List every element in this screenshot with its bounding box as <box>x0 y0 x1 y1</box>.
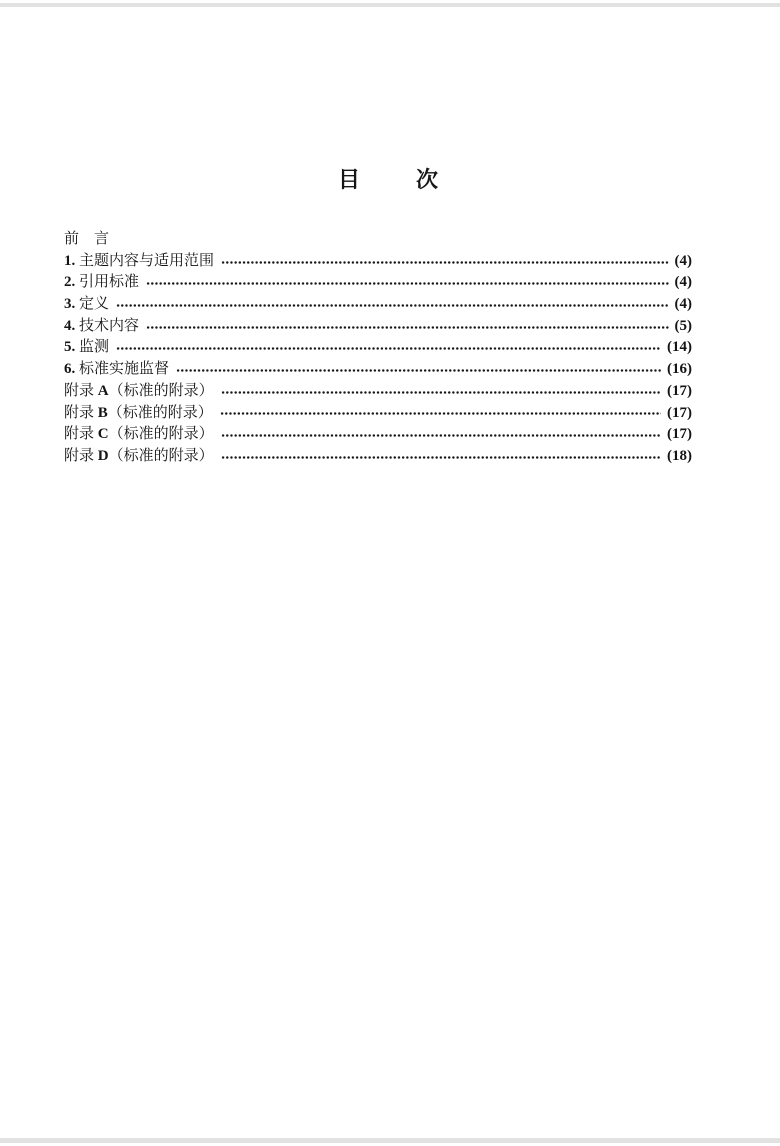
toc-entry-text: （标准的附录） <box>108 382 214 399</box>
toc-entry-appendix-d <box>64 446 692 468</box>
toc-entry-page: (4) <box>674 252 692 269</box>
toc-entry-text: 附录 <box>64 404 98 421</box>
toc-title: 目 次 <box>337 167 442 192</box>
toc-entry-number: 1. <box>64 252 76 269</box>
toc-entry-letter: B <box>97 404 108 421</box>
dot-leader <box>221 385 661 400</box>
toc-entry-letter: C <box>97 426 109 443</box>
toc-entry-number: 5. <box>64 339 76 356</box>
toc-entry-text: （标准的附录） <box>107 404 213 421</box>
page-top-edge <box>0 3 780 7</box>
toc-entry-6 <box>64 359 692 381</box>
toc-entry-number: 6. <box>64 361 76 378</box>
toc-entry-appendix-a <box>64 381 692 403</box>
toc-entry-text: （标准的附录） <box>108 426 214 443</box>
dot-leader <box>221 428 661 443</box>
toc-entry-text: 监测 <box>75 339 110 356</box>
dot-leader <box>146 276 668 291</box>
toc-entry-letter: D <box>97 447 109 464</box>
dot-leader <box>116 298 668 313</box>
dot-leader <box>116 341 661 356</box>
toc-entry-4 <box>64 316 692 338</box>
toc-entry-page: (16) <box>667 361 692 378</box>
dot-leader <box>116 233 686 248</box>
dot-leader <box>176 363 661 378</box>
dot-leader <box>220 406 661 421</box>
toc-entry-page: (4) <box>674 296 692 313</box>
toc-entry-1 <box>64 251 692 273</box>
toc-entry-text: 附录 <box>64 426 98 443</box>
toc-entry-appendix-c <box>64 424 692 446</box>
toc-entry-text: 前 言 <box>64 231 110 247</box>
toc-entry-page: (4) <box>674 274 692 291</box>
page-bottom-edge <box>0 1138 780 1143</box>
toc-entry-number: 3. <box>64 296 76 313</box>
toc-entry-text: 标准实施监督 <box>75 361 170 378</box>
dot-leader <box>221 450 661 465</box>
toc-entry-number: 4. <box>64 317 76 334</box>
toc-entry-letter: A <box>97 382 109 399</box>
toc-list <box>64 229 692 468</box>
dot-leader <box>221 255 668 270</box>
toc-entry-appendix-b <box>64 403 692 425</box>
toc-entry-5 <box>64 337 692 359</box>
toc-entry-number: 2. <box>64 274 76 291</box>
toc-entry-page: (5) <box>674 317 692 334</box>
toc-entry-page: (17) <box>667 382 692 399</box>
toc-entry-text: 附录 <box>64 447 98 464</box>
toc-entry-page: (17) <box>667 426 692 443</box>
toc-entry-page: (17) <box>667 404 692 421</box>
toc-entry-text: 引用标准 <box>75 274 140 291</box>
toc-entry-text: 主题内容与适用范围 <box>75 252 215 269</box>
toc-entry-text: 技术内容 <box>75 317 140 334</box>
toc-entry-text: 附录 <box>64 382 98 399</box>
dot-leader <box>146 320 668 335</box>
toc-entry-page: (14) <box>667 339 692 356</box>
toc-entry-2 <box>64 272 692 294</box>
toc-entry-foreword <box>64 229 692 251</box>
toc-entry-page: (18) <box>667 447 692 464</box>
toc-entry-3 <box>64 294 692 316</box>
toc-entry-text: 定义 <box>75 296 110 313</box>
toc-entry-text: （标准的附录） <box>108 447 214 464</box>
